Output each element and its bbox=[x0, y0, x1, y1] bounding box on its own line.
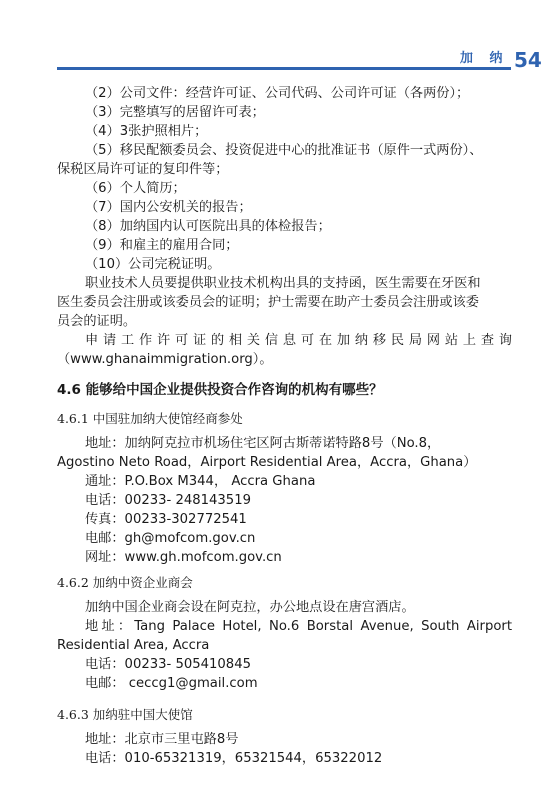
address-line: 地址：加纳阿克拉市机场住宅区阿古斯蒂诺特路8号（No.8， bbox=[85, 436, 441, 451]
phone-line: 电话：010-65321319，65321544，65322012 bbox=[85, 751, 383, 766]
paragraph-line: 职业技术人员要提供职业技术机构出具的支持函，医生需要在牙医和 bbox=[85, 276, 481, 291]
list-item: （9）和雇主的雇用合同； bbox=[85, 238, 239, 253]
ghana-embassy-block bbox=[57, 730, 512, 768]
list-item: （4）3张护照相片； bbox=[85, 124, 208, 139]
list-item: （3）完整填写的居留许可表； bbox=[85, 105, 265, 120]
chamber-block bbox=[57, 598, 512, 693]
paragraph-line: 员会的证明。 bbox=[57, 314, 137, 329]
paragraph-professional bbox=[57, 274, 512, 331]
address-line: Residential Area, Accra bbox=[57, 638, 210, 653]
list-item: （10）公司完税证明。 bbox=[85, 257, 221, 272]
phone-line: 电话：00233- 505410845 bbox=[85, 657, 251, 672]
paragraph-line: （www.ghanaimmigration.org）。 bbox=[57, 352, 273, 367]
phone-line: 电话：00233- 248143519 bbox=[85, 493, 251, 508]
list-item: （6）个人简历； bbox=[85, 181, 186, 196]
page-content bbox=[57, 84, 512, 768]
document-list bbox=[57, 84, 512, 274]
list-item: （7）国内公安机关的报告； bbox=[85, 200, 252, 215]
list-item: （2）公司文件：经营许可证、公司代码、公司许可证（各两份）； bbox=[85, 86, 470, 101]
paragraph-apply bbox=[57, 331, 512, 369]
email-line: 电邮：gh@mofcom.gov.cn bbox=[85, 531, 256, 546]
paragraph-line: 医生委员会注册或该委员会的证明；护士需要在助产士委员会注册或该委 bbox=[57, 295, 479, 310]
list-item: （8）加纳国内认可医院出具的体检报告； bbox=[85, 219, 331, 234]
header-title: 加 纳 bbox=[460, 51, 509, 66]
header-rule bbox=[57, 67, 511, 70]
section-heading: 4.6 能够给中国企业提供投资合作咨询的机构有哪些？ bbox=[57, 382, 383, 398]
page-number: 54 bbox=[514, 48, 542, 72]
website-line: 网址：www.gh.mofcom.gov.cn bbox=[85, 550, 282, 565]
list-item: （5）移民配额委员会、投资促进中心的批准证书（原件一式两份）、 bbox=[85, 143, 483, 158]
list-item: 保税区局许可证的复印件等； bbox=[57, 162, 229, 177]
address-line: Agostino Neto Road，Airport Residential Area，Accra，Ghana） bbox=[57, 455, 477, 470]
address-line: 地址：Tang Palace Hotel, No.6 Borstal Avenue, South Airport bbox=[85, 619, 512, 634]
spacer bbox=[57, 693, 512, 699]
mail-line: 通址：P.O.Box M344， Accra Ghana bbox=[85, 474, 316, 489]
paragraph-line: 申请工作许可证的相关信息可在加纳移民局网站上查询 bbox=[85, 333, 512, 348]
embassy-office-block bbox=[57, 434, 512, 567]
subheading-ghana-embassy: 4.6.3 加纳驻中国大使馆 bbox=[57, 707, 193, 722]
address-line: 地址：北京市三里屯路8号 bbox=[85, 732, 239, 747]
subheading-embassy-office: 4.6.1 中国驻加纳大使馆经商参处 bbox=[57, 411, 243, 426]
email-line: 电邮： ceccg1@gmail.com bbox=[85, 676, 258, 691]
intro-line: 加纳中国企业商会设在阿克拉，办公地点设在唐宫酒店。 bbox=[85, 600, 415, 615]
subheading-chamber: 4.6.2 加纳中资企业商会 bbox=[57, 575, 193, 590]
fax-line: 传真：00233-302772541 bbox=[85, 512, 247, 527]
